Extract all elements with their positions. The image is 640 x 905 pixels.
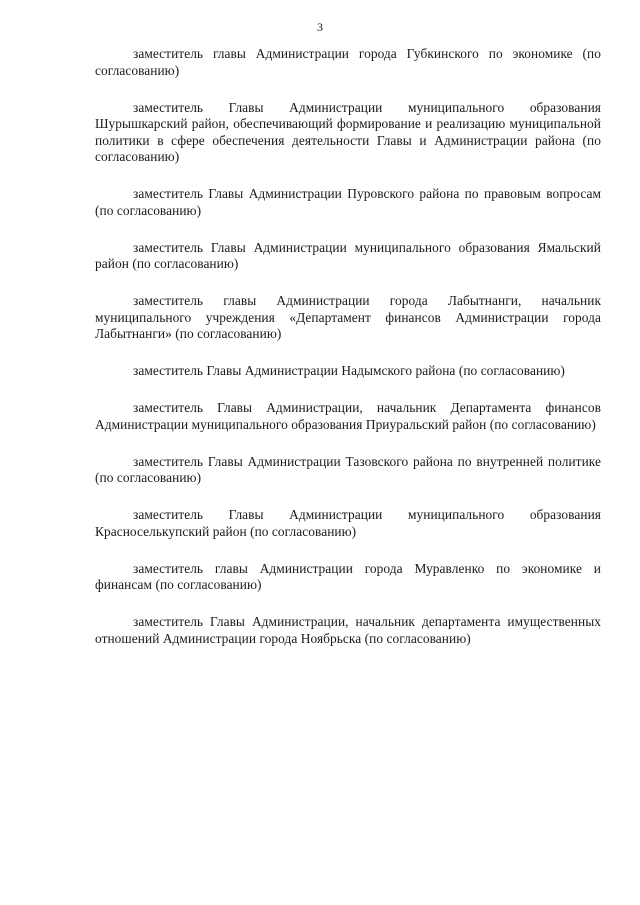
list-item: заместитель главы Администрации города Муравленко по экономике и финансам (по согласованию) [95, 560, 601, 592]
list-item: заместитель Главы Администрации муниципального образования Шурышкарский район, обеспечивающий формирование и реализацию муниципальной политики в сфере обеспечения деятельности Главы и Администрации района (по согласованию) [95, 99, 601, 164]
list-item: заместитель Главы Администрации Пуровского района по правовым вопросам (по согласованию) [95, 186, 601, 218]
list-item: заместитель Главы Администрации муниципального образования Красноселькупский район (по согласованию) [95, 507, 601, 539]
list-item: заместитель Главы Администрации Надымского района (по согласованию) [133, 363, 565, 378]
list-item: заместитель главы Администрации города Губкинского по экономике (по согласованию) [95, 46, 601, 78]
entries-list [95, 46, 601, 668]
page-number: 3 [317, 20, 323, 34]
list-item: заместитель Главы Администрации, начальник департамента имущественных отношений Администрации города Ноябрьска (по согласованию) [95, 614, 601, 646]
list-item: заместитель главы Администрации города Лабытнанги, начальник муниципального учреждения «Департамент финансов Администрации города Лабытнанги» (по согласованию) [95, 293, 601, 341]
list-item: заместитель Главы Администрации муниципального образования Ямальский район (по согласованию) [95, 239, 601, 271]
list-item: заместитель Главы Администрации, начальник Департамента финансов Администрации муниципального образования Приуральский район (по согласованию) [95, 400, 601, 432]
list-item: заместитель Главы Администрации Тазовского района по внутренней политике (по согласованию) [95, 453, 601, 485]
